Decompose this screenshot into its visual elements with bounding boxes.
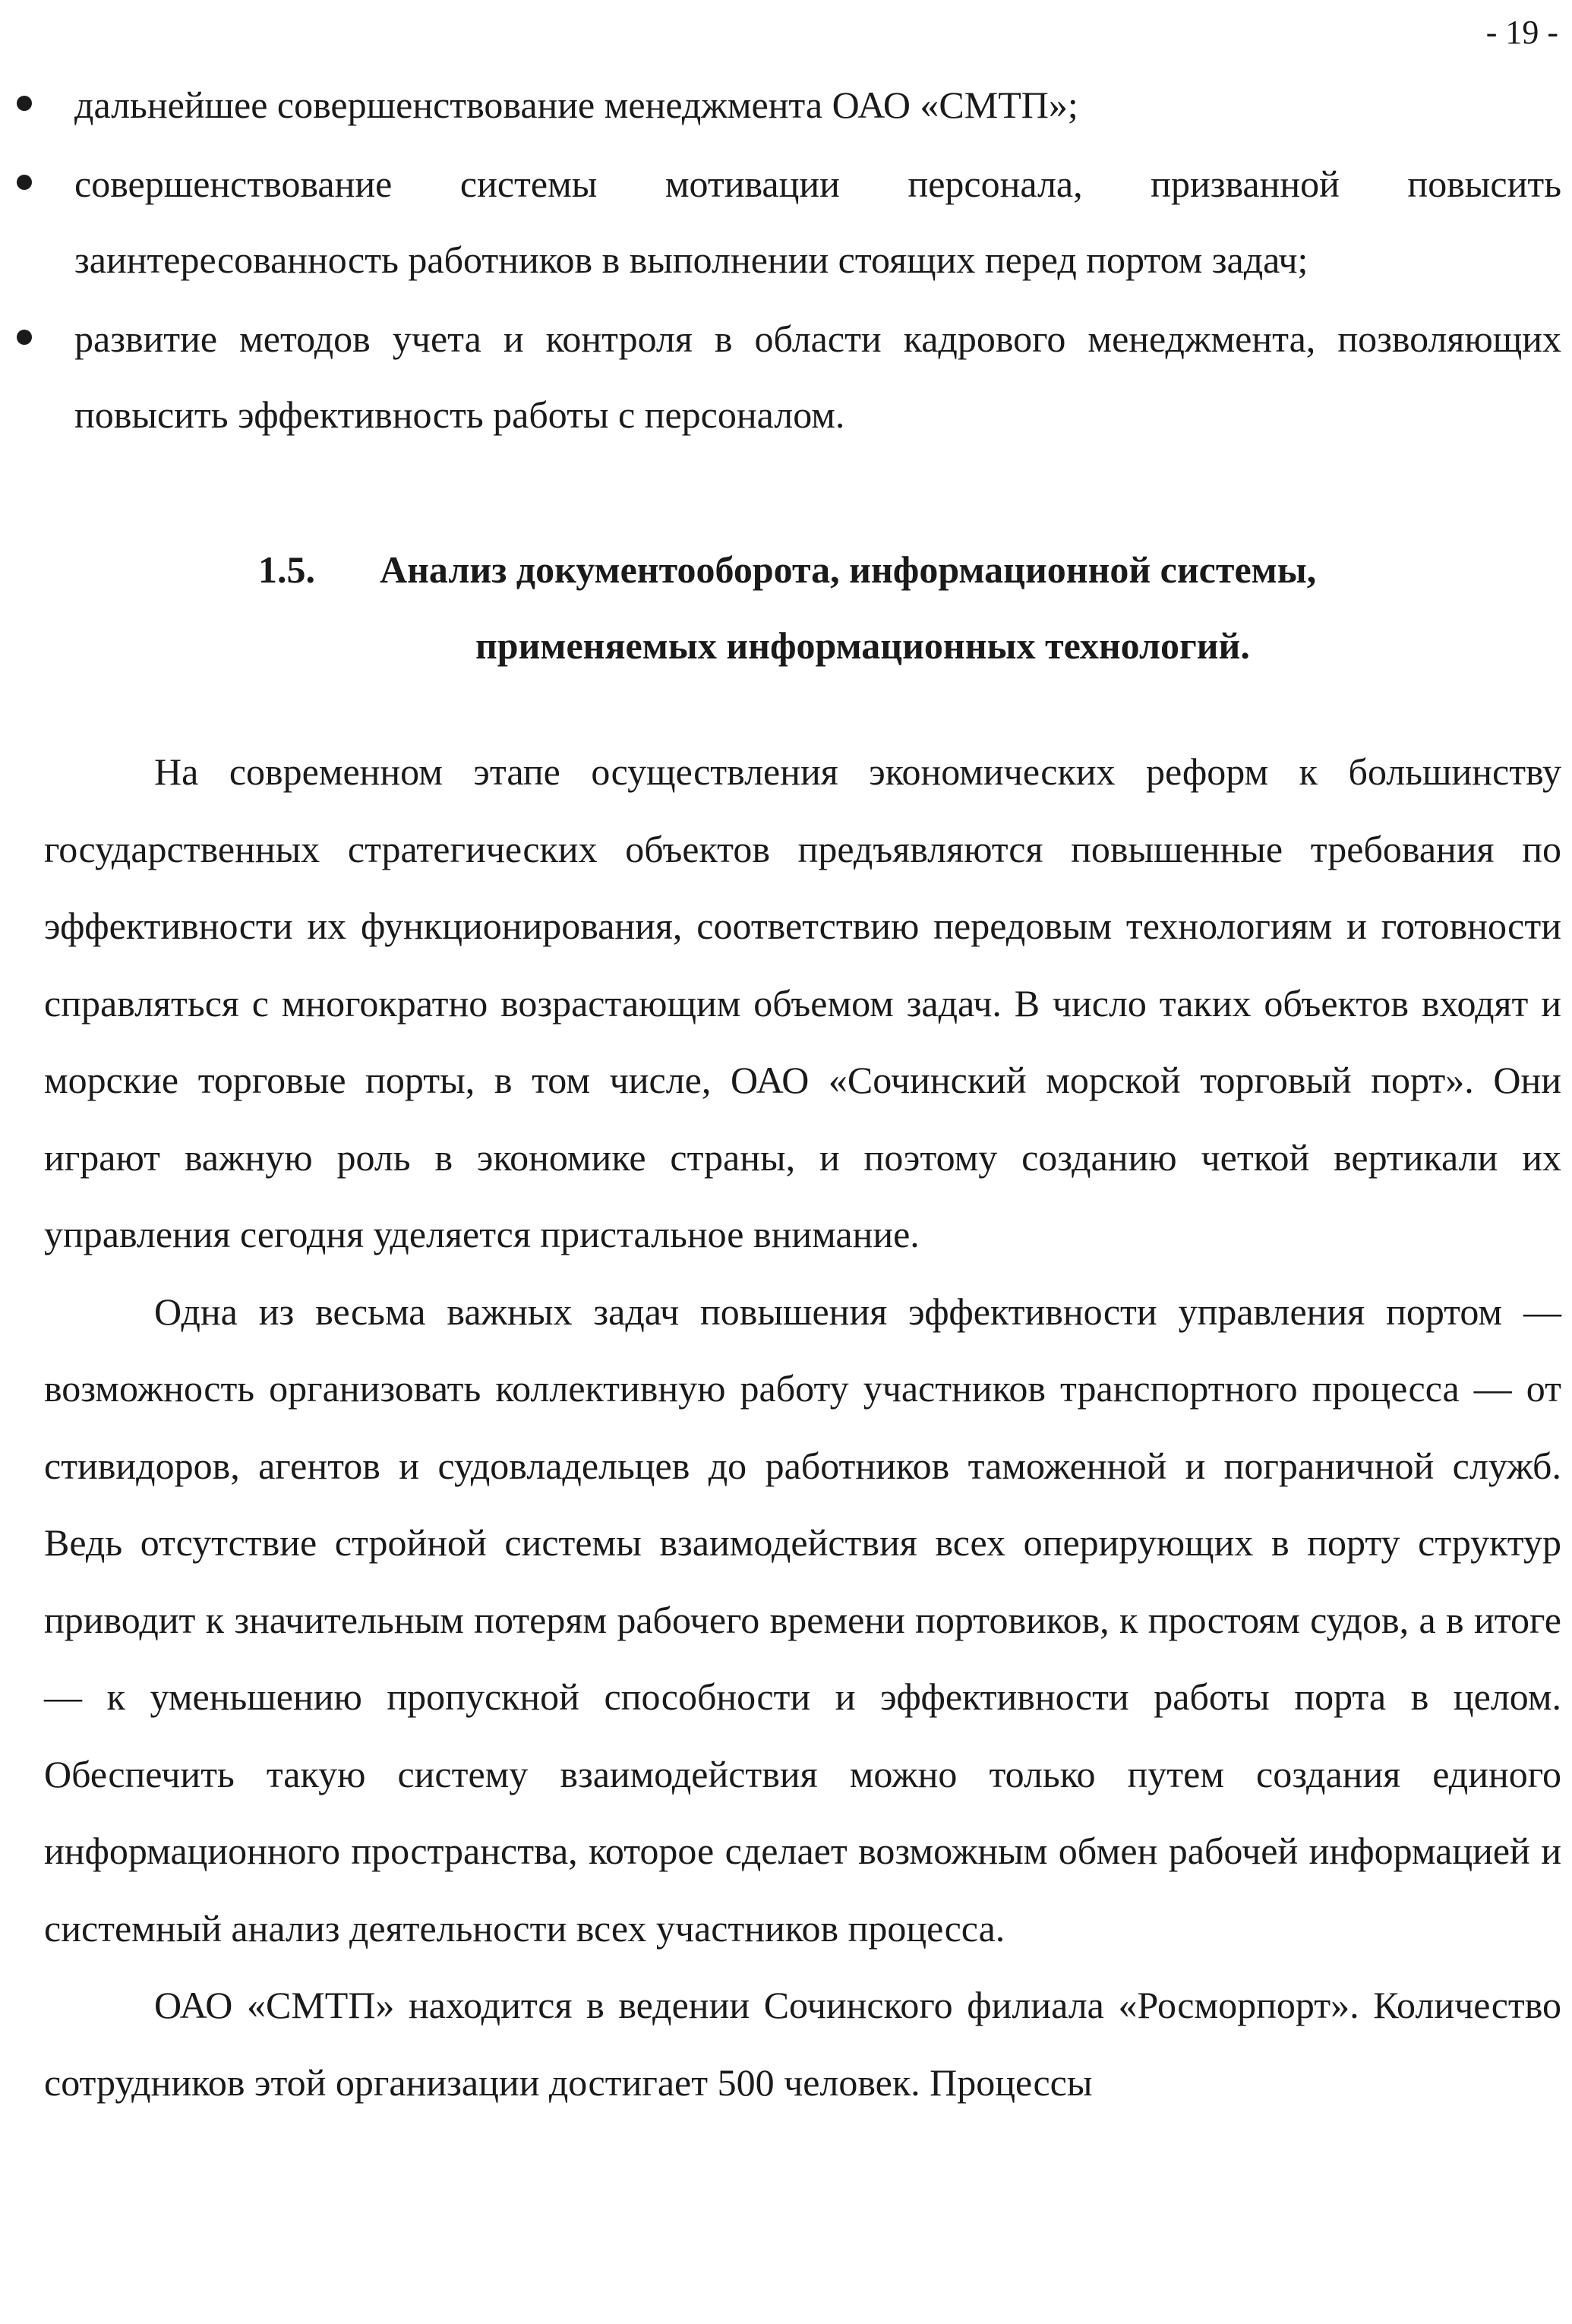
paragraph: ОАО «СМТП» находится в ведении Сочинского филиала «Росморпорт». Количество сотрудников этой организации достигает 500 человек. Процессы	[44, 1984, 1561, 2104]
page-number: - 19 -	[1485, 14, 1558, 51]
bullet-item	[0, 67, 1561, 143]
paragraph: На современном этапе осуществления экономических реформ к большинству государственных стратегических объектов предъявляются повышенные требования по эффективности их функционирования, соответствию передовым технологиям и готовности справляться с многократно возрастающим объемом задач. В число таких объектов входят и морские торговые порты, в том числе, ОАО «Сочинский морской торговый порт». Они играют важную роль в экономике страны, и поэтому созданию четкой вертикали их управления сегодня уделяется пристальное внимание.	[44, 750, 1561, 1255]
bullet-dot-icon	[17, 330, 32, 345]
bullet-list	[0, 67, 1561, 456]
section-title-part1: Анализ документооборота, информационной системы,	[380, 548, 1317, 591]
body-text	[44, 734, 1561, 2121]
section-number: 1.5.	[258, 548, 315, 591]
bullet-text: совершенствование системы мотивации персонала, призванной повысить заинтересованность работников в выполнении стоящих перед портом задач;	[74, 163, 1561, 281]
paragraph: Одна из весьма важных задач повышения эффективности управления портом — возможность организовать коллективную работу участников транспортного процесса — от стивидоров, агентов и судовладельцев до работников таможенной и пограничной служб. Ведь отсутствие стройной системы взаимодействия всех оперирующих в порту структур приводит к значительным потерям рабочего времени портовиков, к простоям судов, а в итоге — к уменьшению пропускной способности и эффективности работы порта в целом. Обеспечить такую систему взаимодействия можно только путем создания единого информационного пространства, которое сделает возможным обмен рабочей информацией и системный анализ деятельности всех участников процесса.	[44, 1290, 1561, 1950]
section-heading-line1	[258, 532, 1504, 608]
section-title-part2: применяемых информационных технологий.	[475, 624, 1250, 667]
bullet-text: дальнейшее совершенствование менеджмента ОАО «СМТП»;	[74, 84, 1078, 126]
section-heading	[258, 532, 1504, 684]
bullet-dot-icon	[17, 175, 32, 190]
bullet-item	[0, 301, 1561, 453]
bullet-item	[0, 146, 1561, 298]
bullet-dot-icon	[17, 96, 32, 111]
bullet-text: развитие методов учета и контроля в области кадрового менеджмента, позволяющих повысить эффективность работы с персоналом.	[74, 317, 1561, 436]
